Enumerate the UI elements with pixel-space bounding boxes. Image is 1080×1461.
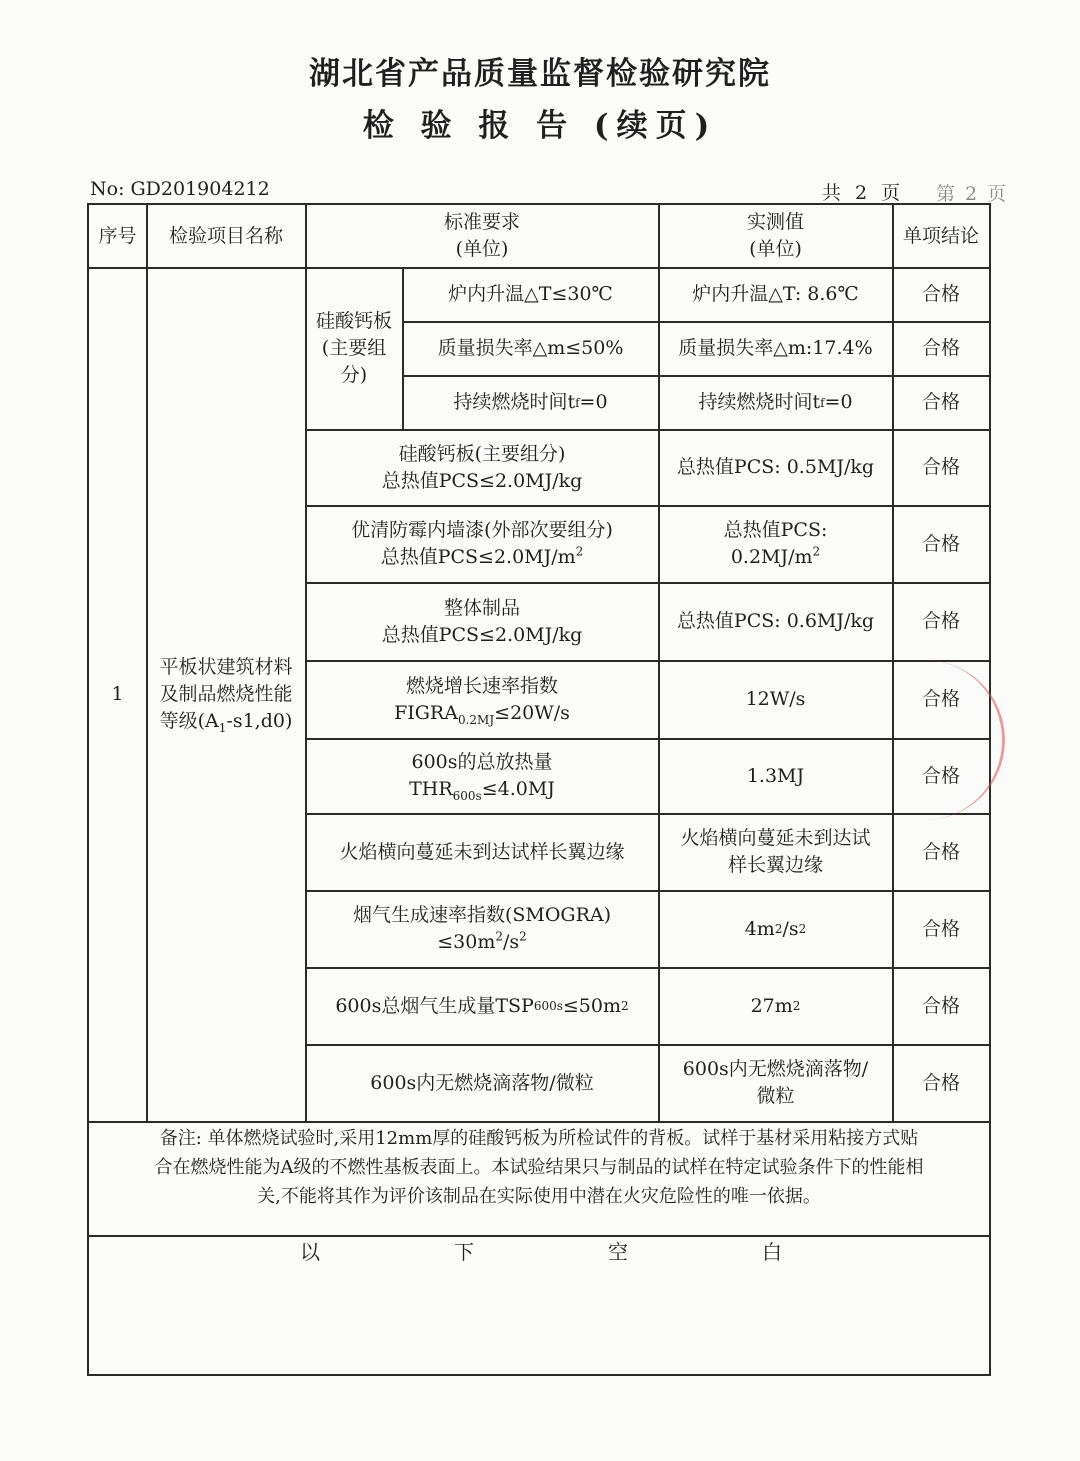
header-standard-title: 标准要求 — [443, 211, 520, 233]
page-number: 第 2 页 — [936, 183, 1009, 205]
seq-cell: 1 — [111, 683, 124, 705]
remark-line: 备注: 单体燃烧试验时,采用12mm厚的硅酸钙板为所检试件的背板。试样于基材采用粘接方式贴 — [159, 1128, 919, 1149]
institute-title: 湖北省产品质量监督检验研究院 — [309, 56, 771, 92]
remark-line: 关,不能将其作为评价该制品在实际使用中潜在火灾危险性的唯一依据。 — [257, 1186, 821, 1207]
report-number: No: GD201904212 — [90, 178, 270, 200]
remark-line: 合在燃烧性能为A级的不燃性基板表面上。本试验结果只与制品的试样在特定试验条件下的性能相 — [154, 1157, 924, 1178]
row-result: 合格 — [921, 456, 960, 478]
row-measured: 4m 2 /s 2 — [744, 917, 807, 940]
header-standard — [306, 205, 658, 267]
row-result: 合格 — [921, 917, 960, 940]
row-standard: 烟气生成速率指数(SMOGRA) $\le 30m^2/s^2$ — [352, 904, 612, 953]
item-name-line: 平板状建筑材料 — [159, 656, 293, 678]
group-label-calcium-silicate: 硅酸钙板 (主要组 分) — [315, 310, 392, 386]
header-standard-unit: (单位) — [455, 238, 509, 260]
row-result: 合格 — [921, 391, 960, 413]
row-result: 合格 — [921, 532, 960, 555]
blank-marker-char: 以 — [300, 1240, 320, 1264]
red-seal-stamp — [922, 660, 1005, 820]
header-measured-title: 实测值 — [746, 211, 804, 233]
header-seq: 序号 — [98, 224, 137, 247]
remark-note — [93, 1124, 985, 1211]
row-measured: 总热值PCS: 0.6MJ/kg — [676, 610, 875, 632]
blank-divider — [89, 1235, 989, 1237]
row-standard: 燃烧增长速率指数 $FIGRA_{0.2MJ}\le 20W/s$ — [394, 674, 570, 727]
row-measured: 炉内升温△T: 8.6℃ — [692, 283, 859, 305]
row-standard: 火焰横向蔓延未到达试样长翼边缘 — [339, 840, 625, 863]
row-standard: 炉内升温△T≤30℃ — [448, 283, 613, 305]
header-measured-unit: (单位) — [749, 238, 802, 260]
header-result: 单项结论 — [902, 224, 979, 247]
row-measured: 火焰横向蔓延未到达试 样长翼边缘 — [680, 827, 871, 876]
row-measured: 质量损失率△m:17.4% — [678, 337, 873, 359]
row-result: 合格 — [921, 610, 960, 632]
row-result: 合格 — [921, 840, 960, 863]
report-title: 检 验 报 告 (续页) — [362, 108, 718, 144]
row-measured: 总热值PCS: $0.2MJ/m^2$ — [723, 519, 828, 568]
item-name-line: 及制品燃烧性能 — [159, 683, 293, 705]
row-measured: 12W/s — [745, 688, 806, 710]
row-standard: 硅酸钙板(主要组分) 总热值PCS≤2.0MJ/kg — [381, 442, 583, 492]
header-item: 检验项目名称 — [168, 224, 283, 247]
row-result: 合格 — [921, 994, 960, 1017]
row-measured: 总热值PCS: 0.5MJ/kg — [676, 456, 875, 478]
remark-divider — [89, 1121, 989, 1123]
row-result: 合格 — [921, 337, 960, 359]
row-measured: 600s内无燃烧滴落物/ 微粒 — [682, 1058, 869, 1107]
row-standard: 质量损失率△m≤50% — [437, 337, 624, 359]
row-result: 合格 — [921, 283, 960, 305]
header-measured — [659, 205, 892, 267]
row-standard: 600s内无燃烧滴落物/微粒 — [370, 1071, 594, 1094]
row-measured: 持续燃烧时间t f =0 — [698, 391, 853, 413]
item-name-line: 等级$(A_1-s1,d0)$ — [159, 710, 293, 735]
item-name-cell — [147, 268, 305, 1121]
row-standard: 优清防霉内墙漆(外部次要组分) 总热值$PCS\le 2.0MJ/m^2$ — [351, 519, 613, 568]
row-result: 合格 — [921, 764, 960, 787]
blank-marker-char: 空 — [608, 1240, 628, 1264]
row-standard: 整体制品 总热值PCS≤2.0MJ/kg — [381, 596, 583, 646]
blank-marker-char: 白 — [762, 1240, 782, 1264]
row-result: 合格 — [921, 688, 960, 710]
row-standard: 600s的总放热量 $THR_{600s}\le 4.0MJ$ — [409, 751, 555, 803]
blank-marker-char: 下 — [454, 1240, 474, 1264]
row-result: 合格 — [921, 1071, 960, 1094]
total-pages: 共 2 页 — [822, 182, 905, 204]
row-measured: 1.3MJ — [746, 764, 805, 787]
row-standard: 600s总烟气生成量TSP 600s ≤50m 2 — [335, 994, 629, 1017]
row-standard: 持续燃烧时间t f =0 — [453, 391, 608, 413]
row-measured: 27m 2 — [750, 994, 801, 1017]
